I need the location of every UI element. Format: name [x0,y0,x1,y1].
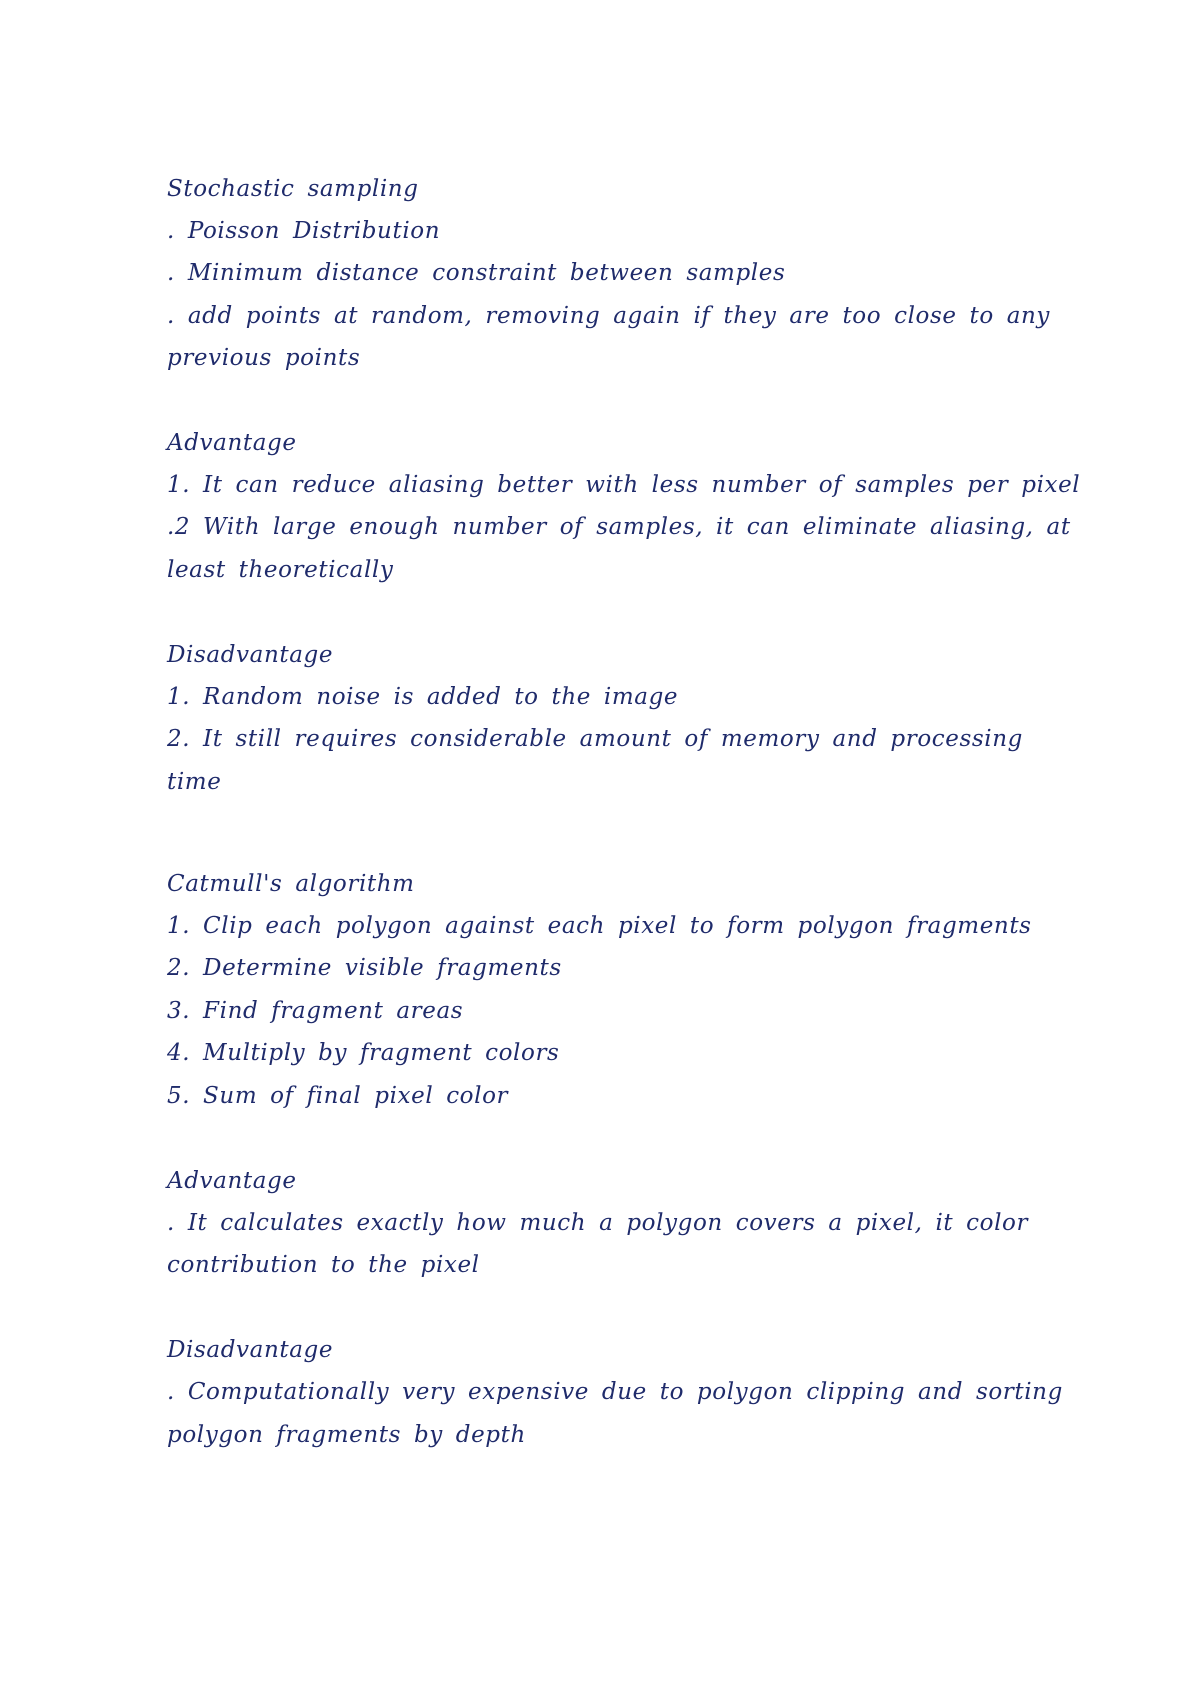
note-line: 1. It can reduce aliasing better with less number of samples per pixel [167,472,1081,498]
note-line: 1. Clip each polygon against each pixel to form polygon fragments [167,913,1032,939]
note-line: polygon fragments by depth [167,1422,526,1448]
note-line: previous points [167,345,361,371]
note-line: 2. It still requires considerable amount of memory and processing [167,726,1023,752]
note-line: time [167,769,222,795]
section-heading-advantage: Advantage [167,1168,297,1194]
note-line: . add points at random, removing again if they are too close to any [167,303,1051,329]
note-line: . Minimum distance constraint between samples [167,260,786,286]
section-heading-stochastic-sampling: Stochastic sampling [167,176,419,202]
note-line: 5. Sum of final pixel color [167,1083,509,1109]
note-line: least theoretically [167,557,394,583]
note-line: 2. Determine visible fragments [167,955,562,981]
section-heading-disadvantage: Disadvantage [167,642,334,668]
section-heading-advantage: Advantage [167,430,297,456]
note-line: . It calculates exactly how much a polygon covers a pixel, it color [167,1210,1029,1236]
note-line: contribution to the pixel [167,1252,480,1278]
note-line: . Poisson Distribution [167,218,441,244]
note-line: 3. Find fragment areas [167,998,464,1024]
note-line: 4. Multiply by fragment colors [167,1040,560,1066]
section-heading-disadvantage: Disadvantage [167,1337,334,1363]
note-line: . Computationally very expensive due to polygon clipping and sorting [167,1379,1063,1405]
section-heading-catmulls-algorithm: Catmull's algorithm [167,871,415,897]
note-line: 1. Random noise is added to the image [167,684,679,710]
note-line: .2 With large enough number of samples, it can eliminate aliasing, at [167,514,1071,540]
